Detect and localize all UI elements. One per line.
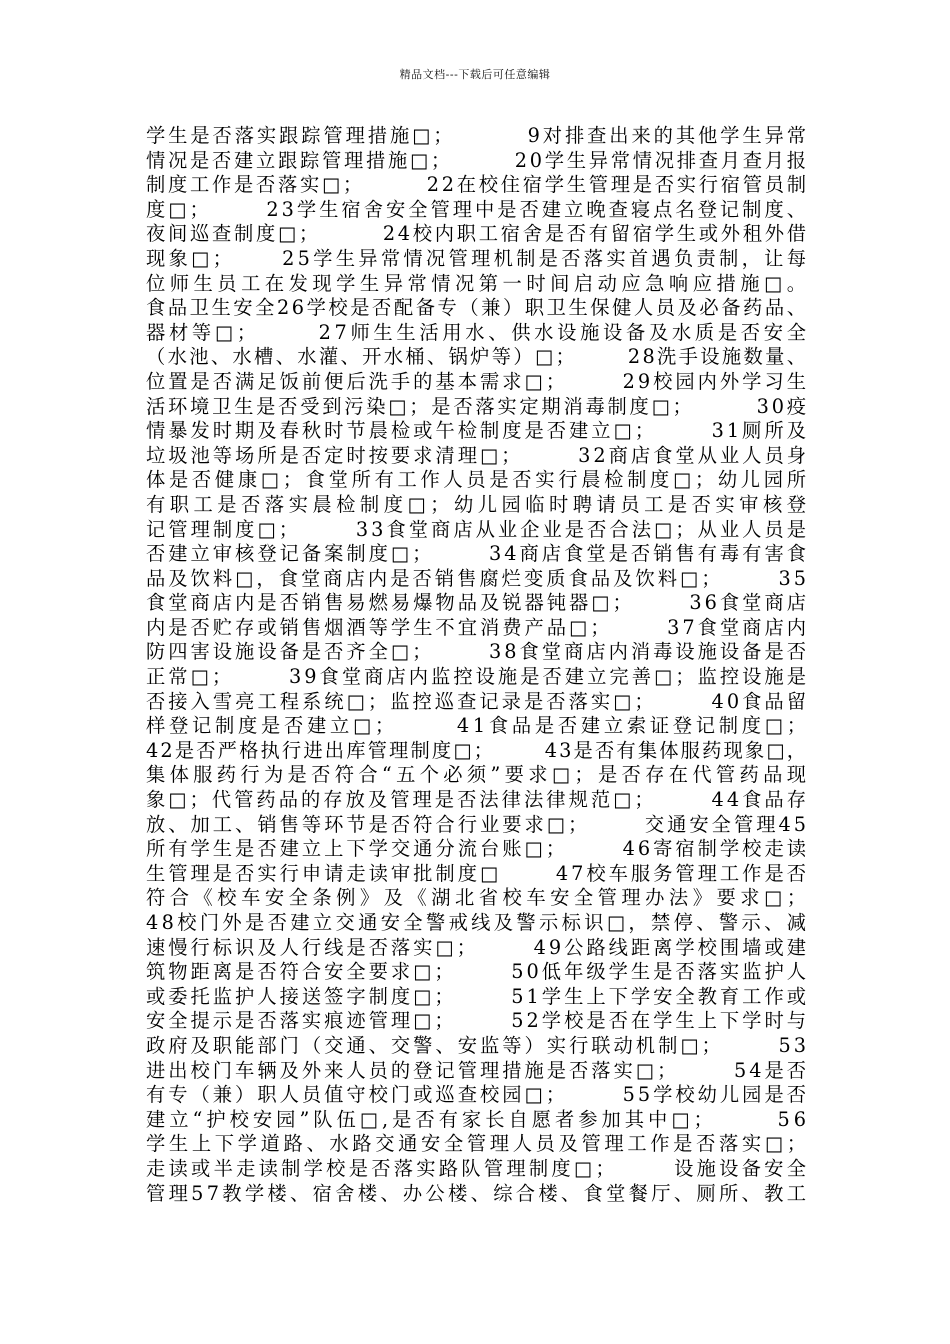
body-line: 活环境卫生是否受到污染□；是否落实定期消毒制度□； 30疫 [146, 394, 809, 418]
body-line: 体是否健康□；食堂所有工作人员是否实行晨检制度□；幼儿园所 [146, 468, 810, 492]
page-header: 精品文档---下载后可任意编辑 [399, 68, 551, 81]
body-line: 情暴发时期及春秋时节晨检或午检制度是否建立□； 31厕所及 [146, 419, 809, 443]
body-line: 器材等□； 27师生生活用水、供水设施设备及水质是否安全 [146, 320, 810, 344]
body-line: 防四害设施设备是否齐全□； 38食堂商店内消毒设施设备是否 [146, 640, 809, 664]
body-line: 记管理制度□； 33食堂商店从业企业是否合法□；从业人员是 [146, 517, 810, 541]
body-line: 象□；代管药品的存放及管理是否法律法律规范□； 44食品存 [146, 788, 810, 812]
body-line: 进出校门车辆及外来人员的登记管理措施是否落实□； 54是否 [146, 1058, 809, 1082]
body-line: 48校门外是否建立交通安全警戒线及警示标识□，禁停、警示、减 [146, 911, 810, 934]
body-line: 位师生员工在发现学生异常情况第一时间启动应急响应措施□。 [146, 271, 811, 295]
body-line: 走读或半走读制学校是否落实路队管理制度□； 设施设备安全 [146, 1156, 810, 1180]
body-line: 否接入雪亮工程系统□；监控巡查记录是否落实□； 40食品留 [146, 689, 810, 713]
body-line: 符合《校车安全条例》及《湖北省校车安全管理办法》要求□； [146, 886, 811, 910]
body-line: 所有学生是否建立上下学交通分流台账□； 46寄宿制学校走读 [146, 837, 809, 861]
body-line: 现象□； 25学生异常情况管理机制是否落实首遇负责制，让每 [146, 246, 810, 270]
body-line: 集体服药行为是否符合“五个必须”要求□；是否存在代管药品现 [146, 763, 811, 787]
body-line: 样登记制度是否建立□； 41食品是否建立索证登记制度□； [146, 714, 810, 738]
body-line: 学生是否落实跟踪管理措施□； 9对排查出来的其他学生异常 [146, 124, 809, 147]
body-line: 安全提示是否落实痕迹管理□； 52学校是否在学生上下学时与 [146, 1009, 809, 1033]
body-line: 放、加工、销售等环节是否符合行业要求□； 交通安全管理45 [146, 812, 809, 836]
body-line: （水池、水槽、水灌、开水桶、锅炉等）□； 28洗手设施数量、 [146, 345, 809, 369]
body-line: 食品卫生安全26学校是否配备专（兼）职卫生保健人员及必备药品、 [146, 296, 809, 320]
body-line: 制度工作是否落实□； 22在校住宿学生管理是否实行宿管员制 [146, 173, 809, 197]
body-line: 建立“护校安园”队伍□,是否有家长自愿者参加其中□； 56 [146, 1107, 810, 1131]
body-line: 42是否严格执行进出库管理制度□； 43是否有集体服药现象□， [146, 738, 809, 762]
body-line: 正常□； 39食堂商店内监控设施是否建立完善□；监控设施是 [146, 665, 810, 689]
body-line: 有职工是否落实晨检制度□；幼儿园临时聘请员工是否实审核登 [146, 492, 811, 516]
body-line: 管理57教学楼、宿舍楼、办公楼、综合楼、食堂餐厅、厕所、教工 [146, 1181, 810, 1205]
body-line: 政府及职能部门（交通、交警、安监等）实行联动机制□； 53 [146, 1033, 809, 1057]
body-line: 速慢行标识及人行线是否落实□； 49公路线距离学校围墙或建 [146, 935, 809, 959]
body-line: 学生上下学道路、水路交通安全管理人员及管理工作是否落实□； [146, 1132, 810, 1156]
body-line: 有专（兼）职人员值守校门或巡查校园□； 55学校幼儿园是否 [146, 1083, 809, 1107]
body-line: 垃圾池等场所是否定时按要求清理□； 32商店食堂从业人员身 [146, 443, 809, 467]
body-line: 位置是否满足饭前便后洗手的基本需求□； 29校园内外学习生 [146, 369, 809, 393]
body-line: 内是否贮存或销售烟酒等学生不宜消费产品□； 37食堂商店内 [146, 615, 809, 639]
body-line: 或委托监护人接送签字制度□； 51学生上下学安全教育工作或 [146, 984, 809, 1008]
body-line: 生管理是否实行申请走读审批制度□ 47校车服务管理工作是否 [146, 861, 809, 885]
body-line: 度□； 23学生宿舍安全管理中是否建立晚查寝点名登记制度、 [146, 197, 809, 221]
body-line: 食堂商店内是否销售易燃易爆物品及锐器钝器□； 36食堂商店 [146, 591, 809, 615]
body-line: 品及饮料□，食堂商店内是否销售腐烂变质食品及饮料□； 35 [146, 566, 810, 590]
body-line: 筑物距离是否符合安全要求□； 50低年级学生是否落实监护人 [146, 960, 809, 984]
body-line: 夜间巡查制度□； 24校内职工宿舍是否有留宿学生或外租外借 [146, 222, 809, 246]
body-line: 否建立审核登记备案制度□； 34商店食堂是否销售有毒有害食 [146, 542, 809, 566]
body-line: 情况是否建立跟踪管理措施□； 20学生异常情况排查月查月报 [146, 148, 809, 172]
document-body [146, 124, 811, 1206]
